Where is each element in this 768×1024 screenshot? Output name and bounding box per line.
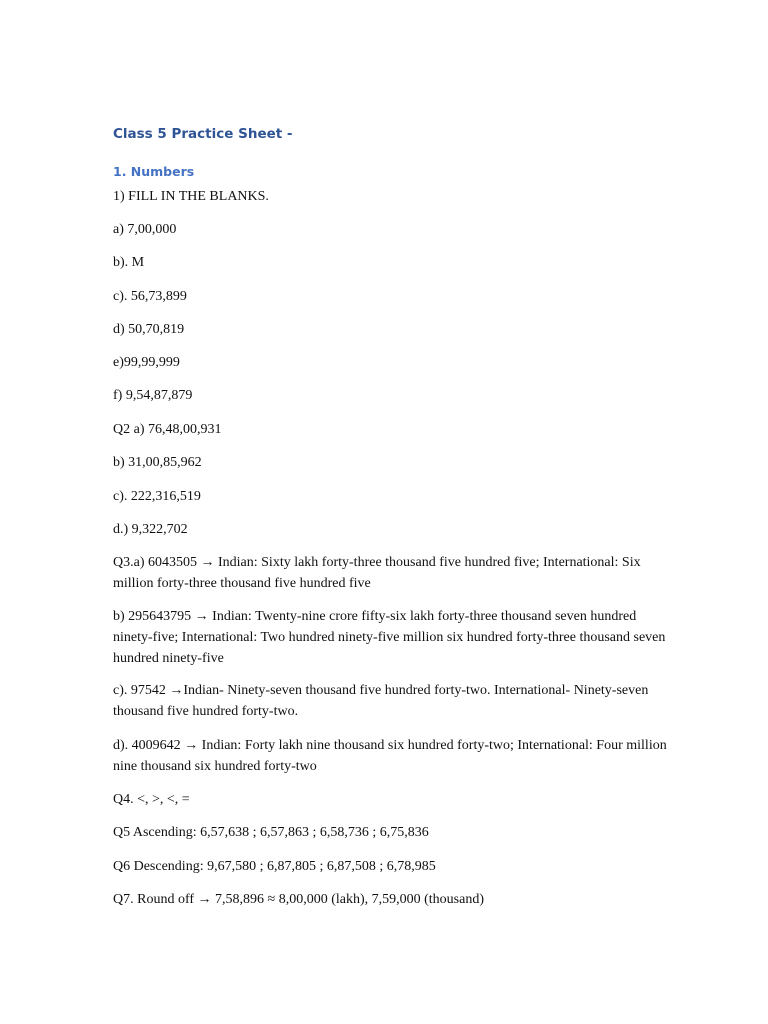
answer-6: Q6 Descending: 9,67,580 ; 6,87,805 ; 6,87,508 ; 6,78,985 [113, 859, 436, 874]
section-heading: 1. Numbers [113, 164, 195, 179]
answer-1f: f) 9,54,87,879 [113, 388, 193, 403]
answer-2d: d.) 9,322,702 [113, 522, 188, 537]
answer-1b: b). M [113, 255, 145, 270]
answer-1a: a) 7,00,000 [113, 222, 177, 237]
answer-3a: Q3.a) 6043505 → Indian: Sixty lakh forty-three thousand five hundred five; International: Six million forty-three thousand five hundred five [113, 555, 641, 591]
page-title: Class 5 Practice Sheet - [113, 126, 293, 142]
answer-3c: c). 97542 →Indian- Ninety-seven thousand five hundred forty-two. International- Ninety-seven thousand five hundred forty-two. [113, 683, 649, 719]
answer-1e: e)99,99,999 [113, 355, 180, 370]
answer-7: Q7. Round off → 7,58,896 ≈ 8,00,000 (lakh), 7,59,000 (thousand) [113, 892, 485, 907]
question-1-heading: 1) FILL IN THE BLANKS. [113, 189, 269, 204]
answer-3d: d). 4009642 → Indian: Forty lakh nine thousand six hundred forty-two; International: Four million nine thousand six hundred forty-two [113, 738, 667, 774]
answer-4: Q4. <, >, <, = [113, 792, 190, 807]
answer-1c: c). 56,73,899 [113, 289, 187, 304]
answer-5: Q5 Ascending: 6,57,638 ; 6,57,863 ; 6,58,736 ; 6,75,836 [113, 825, 429, 840]
answer-2c: c). 222,316,519 [113, 489, 201, 504]
answer-2b: b) 31,00,85,962 [113, 455, 202, 470]
answer-1d: d) 50,70,819 [113, 322, 185, 337]
answer-3b: b) 295643795 → Indian: Twenty-nine crore fifty-six lakh forty-three thousand seven hundred ninety-five; International: Two hundred ninety-five million six hundred forty-three thousand seven hundred ninety-five [113, 609, 666, 666]
answer-2a: Q2 a) 76,48,00,931 [113, 422, 222, 437]
